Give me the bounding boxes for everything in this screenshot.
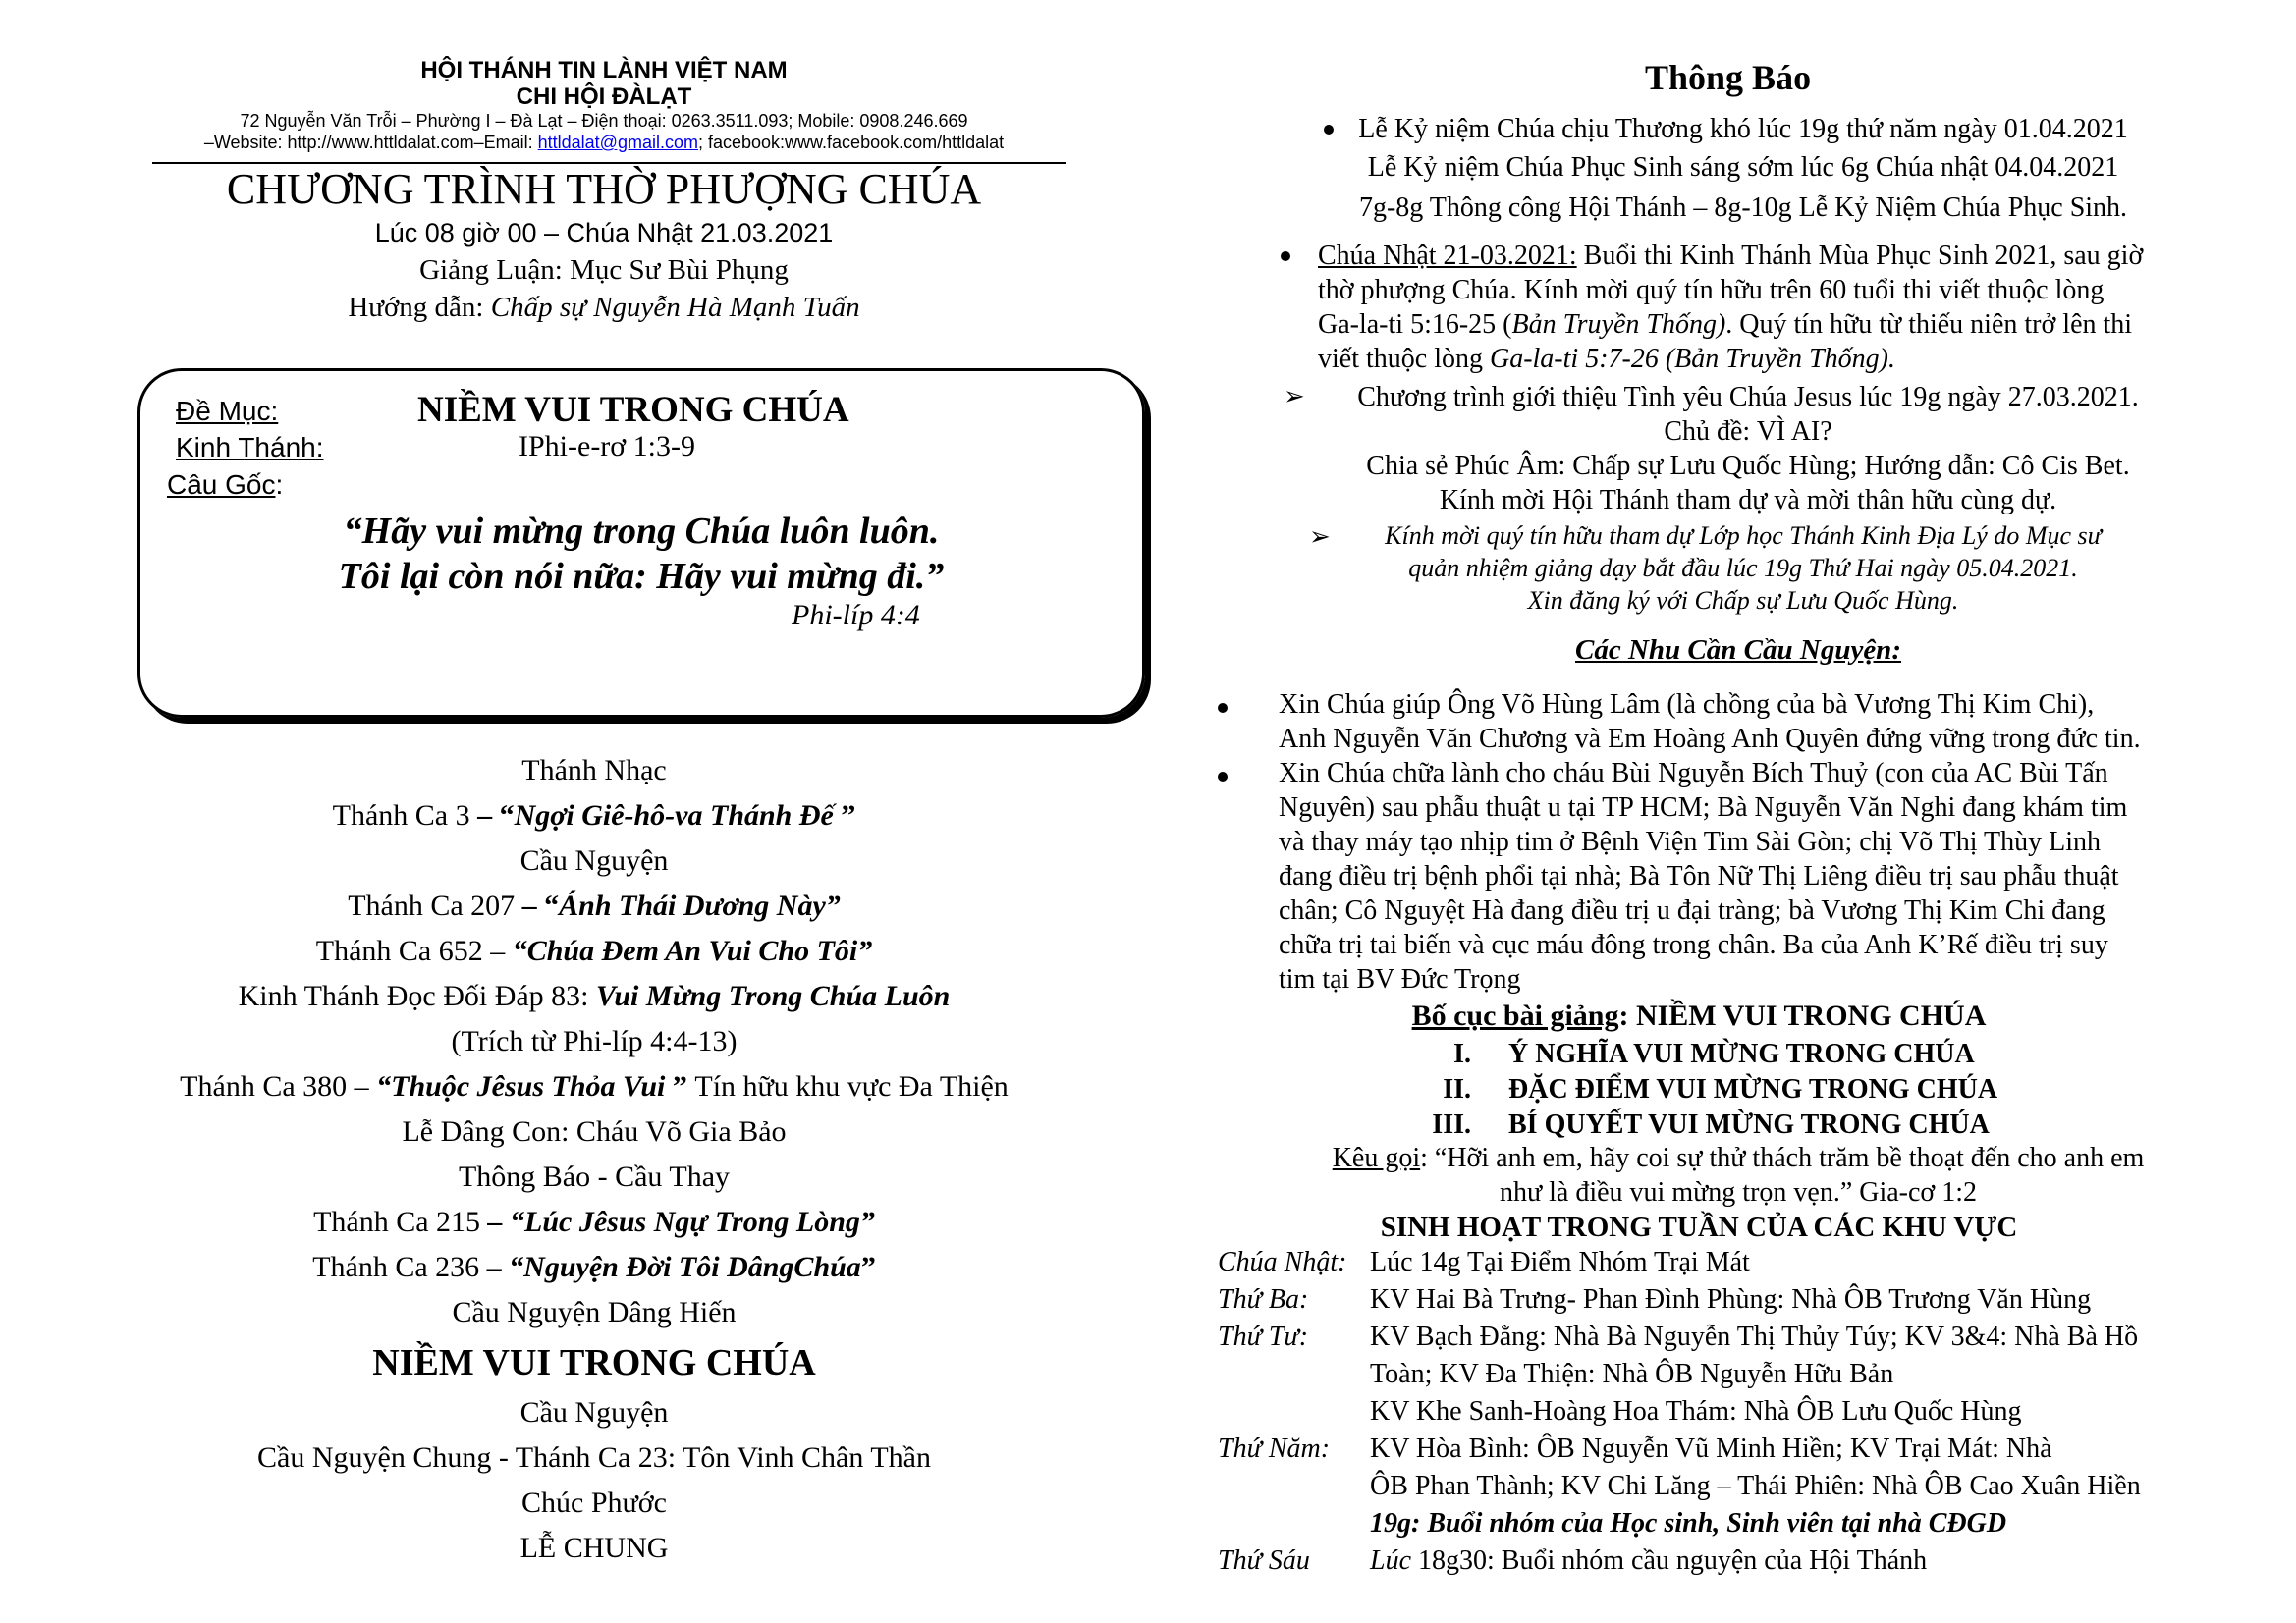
email-link[interactable]: httldalat@gmail.com (537, 133, 698, 152)
sermon-title: NIỀM VUI TRONG CHÚA (372, 1342, 816, 1383)
list-item: Chúc Phước (521, 1487, 667, 1519)
topic-label: Đề Mục: (176, 396, 279, 426)
contact-web: –Website: http://www.httldalat.com–Email: httldalat@gmail.com; facebook:www.facebook.com/httldalat (203, 133, 1005, 152)
contact-address: 72 Nguyễn Văn Trỗi – Phường I – Đà Lạt – Điện thoại: 0263.3511.093; Mobile: 0908.246.669 (240, 111, 968, 131)
program-title: CHƯƠNG TRÌNH THỜ PHƯỢNG CHÚA (226, 165, 982, 213)
sermon-topic: NIỀM VUI TRONG CHÚA (417, 390, 849, 430)
list-item: (Trích từ Phi-líp 4:4-13) (451, 1025, 738, 1057)
list-item: LỄ CHUNG (519, 1532, 669, 1564)
sermon-outline-heading: Bố cục bài giảng: NIỀM VUI TRONG CHÚA (1411, 1000, 1987, 1032)
service-time: Lúc 08 giờ 00 – Chúa Nhật 21.03.2021 (374, 218, 834, 247)
church-header (137, 57, 1070, 153)
list-item: Thánh Ca 236 – “Nguyện Đời Tôi DângChúa” (312, 1251, 876, 1283)
schedule-entry: Lúc 18g30: Buổi nhóm cầu nguyện của Hội Thánh (1370, 1545, 1928, 1576)
day-label: Chúa Nhật: (1218, 1247, 1347, 1277)
announcements-title: Thông Báo (1645, 58, 1812, 97)
announcement-bible-contest: Chúa Nhật 21-03.2021: Buổi thi Kinh Thánh Mùa Phục Sinh 2021, sau giờ thờ phượng Chúa. Kính mời quý tín hữu trên 60 tuổi thi viết thuộc lòng Ga-la-ti 5:16-25 (Bản Truyền Thống). Quý tín hữu từ thiếu niên trở lên thi viết thuộc lòng Ga-la-ti 5:7-26 (Bản Truyền Thống). (1318, 241, 2144, 374)
schedule-entry: ÔB Phan Thành; KV Chi Lăng – Thái Phiên: Nhà ÔB Cao Xuân Hiền (1370, 1471, 2141, 1501)
weekly-activities-title: SINH HOẠT TRONG TUẦN CỦA CÁC KHU VỰC (1380, 1212, 2018, 1243)
day-label: Thứ Ba: (1218, 1284, 1309, 1315)
sermon-outline (1393, 1037, 1997, 1143)
bullet-icon (1281, 251, 1290, 261)
leader: Hướng dẫn: Chấp sự Nguyễn Hà Mạnh Tuấn (348, 292, 860, 323)
schedule-entry: KV Hai Bà Trưng- Phan Đình Phùng: Nhà ÔB Trương Văn Hùng (1370, 1284, 2092, 1315)
schedule-entry: Toàn; KV Đa Thiện: Nhà ÔB Nguyễn Hữu Bản (1370, 1359, 1894, 1389)
list-item: Thánh Ca 215 – “Lúc Jêsus Ngự Trong Lòng” (313, 1206, 875, 1238)
list-item: Thánh Ca 207 – “Ánh Thái Dương Này” (348, 890, 841, 922)
order-of-service (108, 748, 1080, 1571)
announcement-bible-class: Kính mời quý tín hữu tham dự Lớp học Thánh Kinh Địa Lý do Mục sư quản nhiệm giảng dạy bắt đầu lúc 19g Thứ Hai ngày 05.04.2021. Xin đăng ký với Chấp sự Lưu Quốc Hùng. (1385, 521, 2102, 615)
verse-ref: Phi-líp 4:4 (792, 599, 920, 631)
list-item: Thông Báo - Cầu Thay (458, 1161, 731, 1193)
list-item: Lễ Dâng Con: Cháu Võ Gia Bảo (402, 1115, 787, 1148)
list-item: II. ĐẶC ĐIỂM VUI MỪNG TRONG CHÚA (1443, 1074, 1998, 1105)
verse-label: Câu Gốc: (167, 469, 284, 500)
list-item: I. Ý NGHĨA VUI MỪNG TRONG CHÚA (1453, 1039, 1975, 1069)
header-divider (152, 162, 1066, 164)
bullet-icon (1218, 772, 1228, 782)
announcement-easter: Lễ Kỷ niệm Chúa chịu Thương khó lúc 19g thứ năm ngày 01.04.2021 Lễ Kỷ niệm Chúa Phục Sinh sáng sớm lúc 6g Chúa nhật 04.04.2021 7g-8g Thông công Hội Thánh – 8g-10g Lễ Kỷ Niệm Chúa Phục Sinh. (1358, 114, 2128, 223)
prayer-needs-title: Các Nhu Cần Cầu Nguyện: (1575, 634, 1901, 666)
org-name: HỘI THÁNH TIN LÀNH VIỆT NAM (420, 57, 788, 83)
list-item: Cầu Nguyện (519, 1396, 669, 1429)
list-item: Thánh Ca 3 – “Ngợi Giê-hô-va Thánh Đế ” (332, 799, 856, 832)
bullet-icon (1218, 703, 1228, 713)
arrow-bullet-icon: ➢ (1309, 522, 1331, 551)
list-item: Thánh Ca 380 – “Thuộc Jêsus Thỏa Vui ” Tín hữu khu vực Đa Thiện (180, 1070, 1009, 1103)
list-item: Cầu Nguyện Dâng Hiến (452, 1296, 737, 1328)
schedule-entry: KV Hòa Bình: ÔB Nguyễn Vũ Minh Hiền; KV Trại Mát: Nhà (1370, 1434, 2052, 1464)
prayer-item: Xin Chúa chữa lành cho cháu Bùi Nguyễn Bích Thuỷ (con của AC Bùi Tấn Nguyên) sau phẫu thuật u tại TP HCM; Bà Nguyễn Văn Nghi đang khám tim và thay máy tạo nhịp tim ở Bệnh Viện Tim Sài Gòn; chị Võ Thị Thùy Linh đang điều trị bệnh phổi tại nhà; Bà Tôn Nữ Thị Liêng điều trị sau phẫu thuật chân; Cô Nguyệt Hà đang điều trị u đại tràng; bà Vương Thị Kim Chi đang chữa trị tai biến và cục máu đông trong chân. Ba của Anh K’Rế điều trị suy tim tại BV Đức Trọng (1279, 758, 2128, 995)
arrow-bullet-icon: ➢ (1284, 382, 1305, 410)
branch-name: CHI HỘI ĐÀLẠT (516, 83, 692, 110)
list-item: III. BÍ QUYẾT VUI MỪNG TRONG CHÚA (1432, 1109, 1990, 1140)
day-label: Thứ Sáu (1218, 1545, 1310, 1576)
schedule-entry: KV Khe Sanh-Hoàng Hoa Thám: Nhà ÔB Lưu Quốc Hùng (1370, 1396, 2022, 1427)
weekly-schedule (1218, 1245, 2229, 1598)
call-to-action: Kêu gọi: “Hỡi anh em, hãy coi sự thử thách trăm bề thoạt đến cho anh em như là điều vui mừng trọn vẹn.” Gia-cơ 1:2 (1332, 1143, 2145, 1208)
list-item: Cầu Nguyện (519, 844, 669, 877)
sermon-box (137, 368, 1145, 718)
day-label: Thứ Tư: (1218, 1322, 1309, 1352)
program-info (137, 214, 1070, 326)
day-label: Thứ Năm: (1218, 1434, 1331, 1464)
key-verse: “Hãy vui mừng trong Chúa luôn luôn. Tôi lại còn nói nữa: Hãy vui mừng đi.” (338, 511, 945, 597)
schedule-entry: KV Bạch Đằng: Nhà Bà Nguyễn Thị Thủy Túy; KV 3&4: Nhà Bà Hồ (1370, 1322, 2139, 1352)
speaker: Giảng Luận: Mục Sư Bùi Phụng (419, 254, 789, 286)
announcement-outreach: Chương trình giới thiệu Tình yêu Chúa Jesus lúc 19g ngày 27.03.2021. Chủ đề: VÌ AI? Chia sẻ Phúc Âm: Chấp sự Lưu Quốc Hùng; Hướng dẫn: Cô Cis Bet. Kính mời Hội Thánh tham dự và mời thân hữu cùng dự. (1357, 382, 2139, 515)
bullet-icon (1324, 125, 1334, 135)
list-item: Thánh Ca 652 – “Chúa Đem An Vui Cho Tôi” (315, 935, 873, 967)
prayer-item: Xin Chúa giúp Ông Võ Hùng Lâm (là chồng của bà Vương Thị Kim Chi), Anh Nguyễn Văn Chương và Em Hoàng Anh Quyên đứng vững trong đức tin. (1279, 689, 2141, 754)
scripture-label: Kinh Thánh: (176, 432, 324, 462)
schedule-entry: Lúc 14g Tại Điểm Nhóm Trại Mát (1370, 1247, 1750, 1277)
list-item: Cầu Nguyện Chung - Thánh Ca 23: Tôn Vinh Chân Thần (257, 1441, 931, 1474)
list-item: Thánh Nhạc (521, 754, 667, 786)
schedule-entry: 19g: Buổi nhóm của Học sinh, Sinh viên tại nhà CĐGD (1370, 1508, 2007, 1539)
list-item: Kinh Thánh Đọc Đối Đáp 83: Vui Mừng Trong Chúa Luôn (238, 980, 951, 1012)
scripture-ref: IPhi-e-rơ 1:3-9 (519, 430, 695, 462)
